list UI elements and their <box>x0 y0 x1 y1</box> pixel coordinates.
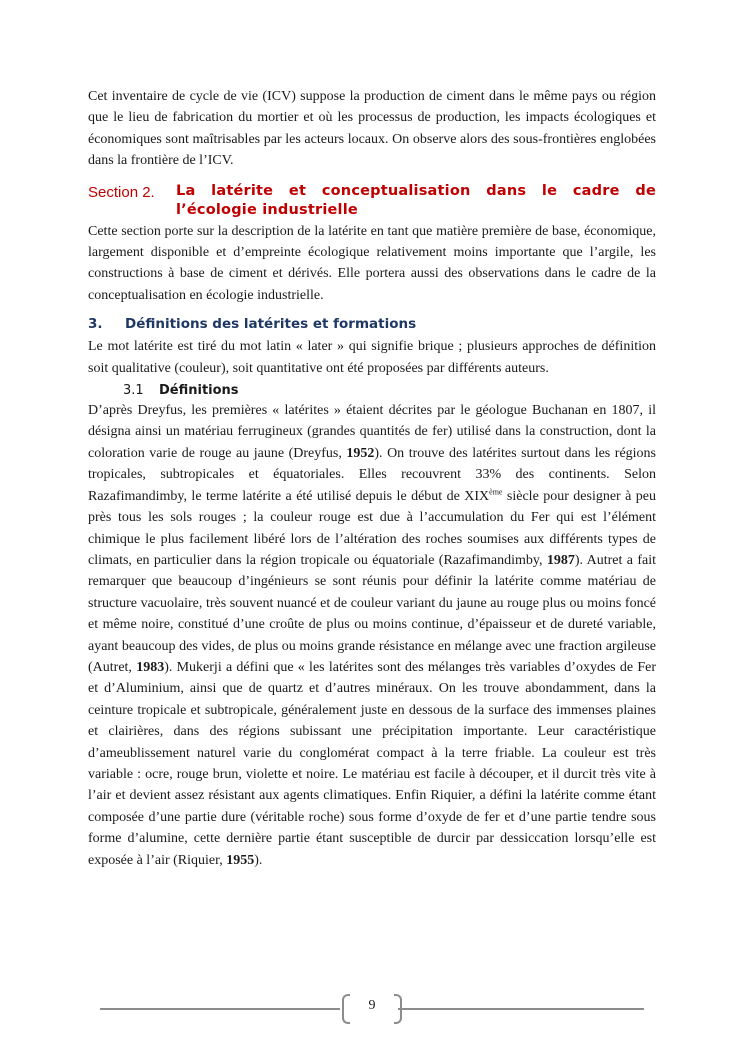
subsection-number: 3. <box>88 316 103 333</box>
section-heading <box>88 182 656 220</box>
page-number: 9 <box>368 998 376 1013</box>
citation-year: 1952 <box>346 445 375 461</box>
citation-year: 1987 <box>546 552 575 568</box>
subsection-heading <box>88 314 656 334</box>
subsubsection-title: Définitions <box>159 383 239 399</box>
page-footer <box>100 992 644 1024</box>
section-label: Section 2. <box>88 183 155 201</box>
definitions-text-5: ). Mukerji a défini que « les latérites sont des mélanges très variables d’oxydes de Fer et d’Aluminium, ainsi que de quartz et d’autres minéraux. On les trouve abondamment, dans la ceinture tropicale et subtropicale, généralement juste en dessous de la surface des immenses plaines et clairières, dans des régions subissant une précipitation importante. Leur caractéristique d’ameublissement naturel varie du conglomérat compact à la terre friable. La couleur est très variable : ocre, rouge brun, violette et noire. Le matériau est facile à découper, et il durcit très vite à l’air et devient assez résistant aux agents climatiques. Enfin Riquier, a défini la latérite comme étant composée d’une partie dure (véritable roche) sous forme d’oxyde de fer et d’une partie tendre sous forme d’alumine, cette dernière partie étant susceptible de durcir par dessiccation lorsqu’elle est exposée à l’air (Riquier, <box>88 659 656 868</box>
definitions-text-3: siècle pour designer à peu près tous les sols rouges ; la couleur rouge est due à l’accumulation du Fer qui est l’élément chimique le plus facilement libéré lors de l’altération des roches soumises aux différents types de climats, en particulier dans la région tropicale ou équatoriale (Razafimandimby, <box>88 488 657 568</box>
left-brace-icon <box>342 994 350 1024</box>
subsection-title: Définitions des latérites et formations <box>125 316 417 333</box>
page-content <box>88 86 656 871</box>
definitions-text-6: ). <box>254 852 263 868</box>
subsection-paragraph: Le mot latérite est tiré du mot latin « later » qui signifie brique ; plusieurs approches de définition soit qualitative (couleur), soit quantitative ont été proposées par différents auteurs. <box>88 339 656 376</box>
subsubsection-number: 3.1 <box>123 383 144 399</box>
subsubsection-heading <box>123 382 656 400</box>
section-paragraph: Cette section porte sur la description de la latérite en tant que matière première de base, économique, largement disponible et d’empreinte écologique relativement moins importante que l’argile, les constructions à base de ciment et dérivés. Elle portera aussi des observations dans le cadre de la conceptualisation en écologie industrielle. <box>88 223 656 303</box>
footer-rule-left <box>100 1008 340 1010</box>
definitions-text-2: ). On trouve des latérites surtout dans les régions tropicales, subtropicales et équatoriales. Elles recouvrent 33% des continents. Selon Razafimandimby, le terme latérite a été utilisé depuis le début de XIX <box>88 445 656 504</box>
definitions-text-4: ). Autret a fait remarquer que beaucoup d’ingénieurs se sont réunis pour définir la latérite comme matériau de structure vacuolaire, très souvent nuancé et de couleur variant du jaune au rouge plus ou moins foncé et même noire, constitué d’une croûte de plus ou moins continue, d’épaisseur et de dureté variable, ayant beaucoup des vides, de plus ou moins grande résistance en mélange avec une fraction argileuse (Autret, <box>88 552 657 675</box>
section-title: La latérite et conceptualisation dans le cadre de l’écologie industrielle <box>176 182 656 218</box>
citation-year: 1983 <box>136 659 165 675</box>
definitions-text-1: D’après Dreyfus, les premières « latérites » étaient décrites par le géologue Buchanan en 1807, il désigna ainsi un matériau ferrugineux (grandes quantités de fer) utilisé dans la construction, dont la coloration varie de rouge au jaune (Dreyfus, <box>88 403 656 461</box>
superscript-ordinal: ème <box>489 487 503 497</box>
definitions-paragraph <box>88 400 656 871</box>
citation-year: 1955 <box>226 852 255 868</box>
footer-rule-right <box>398 1008 644 1010</box>
intro-paragraph: Cet inventaire de cycle de vie (ICV) suppose la production de ciment dans le même pays ou région que le lieu de fabrication du mortier et où les processus de production, les impacts écologiques et économiques sont maîtrisables par les acteurs locaux. On observe alors des sous-frontières englobées dans la frontière de l’ICV. <box>88 89 656 169</box>
